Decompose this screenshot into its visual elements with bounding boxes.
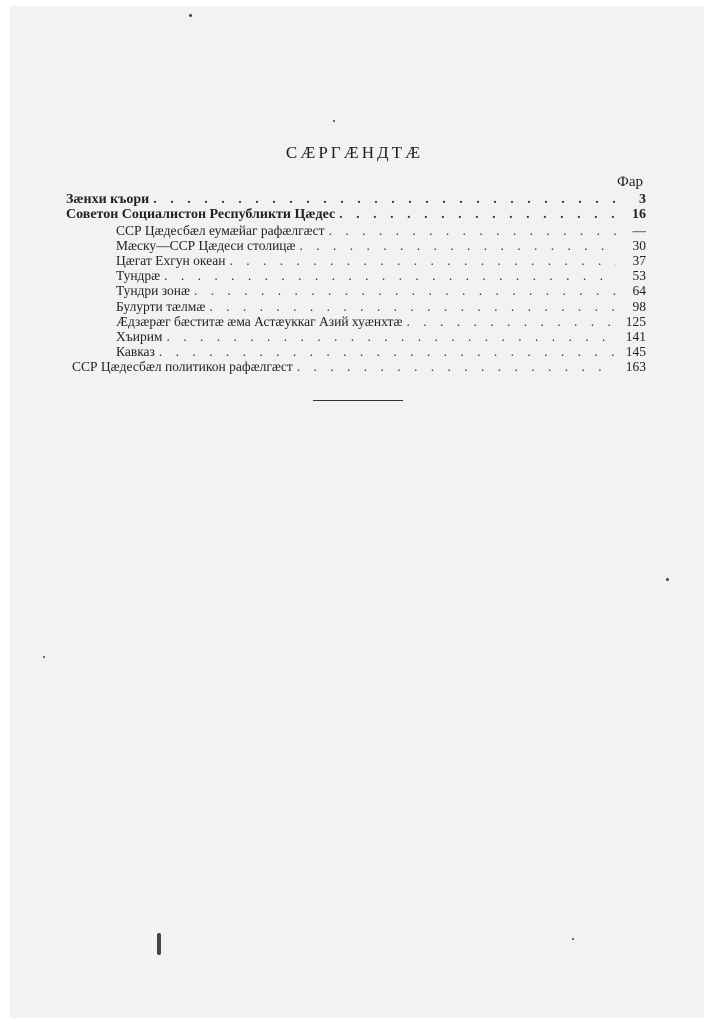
print-speck <box>666 578 669 581</box>
toc-entry <box>66 359 646 374</box>
toc-subentry <box>66 329 646 344</box>
toc-entry-title: Хъирим <box>116 328 163 344</box>
dot-leader <box>297 359 616 374</box>
toc-entry-title: Тундри зонæ <box>116 283 190 299</box>
toc-entry-page: 145 <box>625 344 646 360</box>
print-speck <box>157 933 161 955</box>
end-rule <box>313 400 403 401</box>
dot-leader <box>209 299 616 314</box>
toc-entry-title: Зæнхи къори <box>66 192 150 208</box>
toc-subentry <box>66 344 646 359</box>
dot-leader <box>329 223 616 238</box>
toc-entry-title: Ӕдзæрæг бæститæ æма Астæуккаг Азий хуæнхтæ <box>116 313 403 329</box>
dot-leader <box>300 238 616 253</box>
print-speck <box>333 120 335 122</box>
toc-entry-title: ССР Цæдесбæл политикон рафæлгæст <box>72 359 293 375</box>
toc-entry-page: 141 <box>625 328 646 344</box>
toc-entry-page: 30 <box>632 237 646 253</box>
dot-leader <box>194 283 616 298</box>
dot-leader <box>159 344 616 359</box>
toc-subentry <box>66 314 646 329</box>
dot-leader <box>229 253 616 268</box>
print-speck <box>189 14 192 17</box>
toc-entry-page: — <box>632 222 646 238</box>
table-of-contents <box>66 192 646 374</box>
print-speck <box>572 938 574 940</box>
toc-entry-title: Кавказ <box>116 344 155 360</box>
dot-leader <box>406 314 616 329</box>
toc-entry <box>66 192 646 207</box>
toc-entry-title: Тундрæ <box>116 268 161 284</box>
toc-subentry <box>66 253 646 268</box>
toc-subentry <box>66 238 646 253</box>
toc-entry-title: Булурти тæлмæ <box>116 298 206 314</box>
page-title: СÆРГÆНДТÆ <box>285 143 424 162</box>
toc-entry-page: 98 <box>632 298 646 314</box>
dot-leader <box>153 192 616 207</box>
page-column-header: Фар <box>616 174 643 190</box>
dot-leader <box>164 268 616 283</box>
toc-entry-title: Советон Социалистон Республикти Цæдес <box>66 207 336 223</box>
toc-entry-title: ССР Цæдесбæл еумæйаг рафæлгæст <box>116 222 325 238</box>
toc-entry-page: 64 <box>632 283 646 299</box>
toc-entry-page: 37 <box>632 252 646 268</box>
toc-entry <box>66 207 646 222</box>
toc-entry-page: 125 <box>625 313 646 329</box>
toc-entry-page: 16 <box>632 207 646 223</box>
toc-subentry <box>66 298 646 313</box>
toc-subentry <box>66 283 646 298</box>
toc-entry-title: Цæгат Ехгун океан <box>116 252 226 268</box>
toc-entry-page: 3 <box>639 192 646 208</box>
toc-entry-page: 53 <box>632 268 646 284</box>
toc-entry-title: Мæску—ССР Цæдеси столицæ <box>116 237 296 253</box>
dot-leader <box>339 207 616 222</box>
print-speck <box>43 656 45 658</box>
toc-subentry <box>66 222 646 237</box>
toc-subentry <box>66 268 646 283</box>
dot-leader <box>166 329 616 344</box>
toc-entry-page: 163 <box>625 359 646 375</box>
